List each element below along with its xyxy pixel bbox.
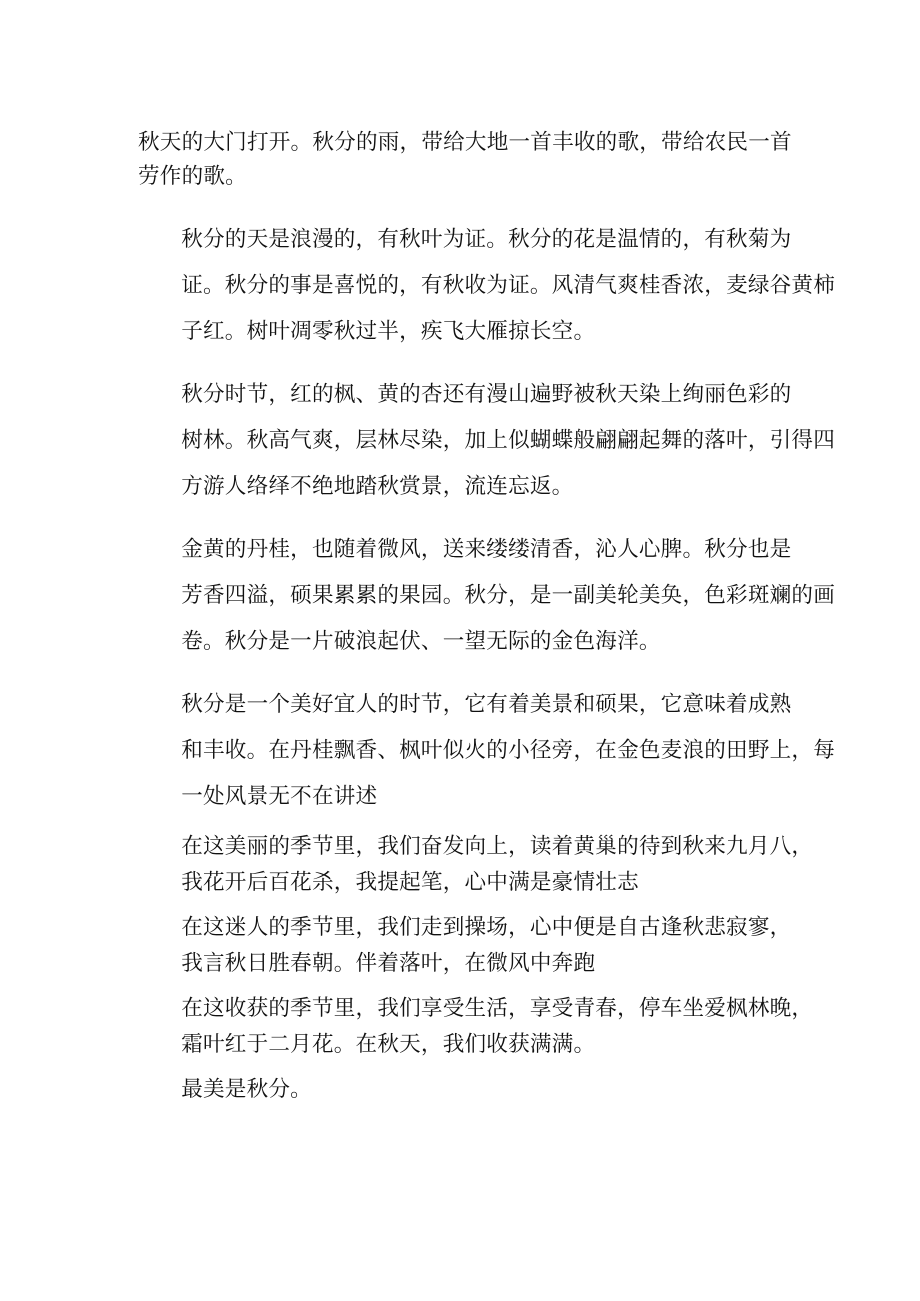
document-body [138, 126, 836, 1108]
text-line: 和丰收。在丹桂飘香、枫叶似火的小径旁，在金色麦浪的田野上，每 [181, 738, 836, 763]
text-line: 卷。秋分是一片破浪起伏、一望无际的金色海洋。 [181, 629, 661, 654]
paragraph [138, 991, 814, 1063]
text-line: 在这迷人的季节里，我们走到操场，心中便是自古逢秋悲寂寥， [181, 915, 792, 940]
text-line: 子红。树叶凋零秋过半，疾飞大雁掠长空。 [181, 319, 596, 344]
text-line: 在这收获的季节里，我们享受生活，享受青春，停车坐爱枫林晚， [181, 996, 814, 1021]
text-line: 霜叶红于二月花。在秋天，我们收获满满。 [181, 1032, 596, 1057]
text-line: 我言秋日胜春朝。伴着落叶，在微风中奔跑 [181, 951, 596, 976]
text-line: 秋分是一个美好宜人的时节，它有着美景和硕果，它意味着成熟 [181, 692, 792, 717]
text-line: 秋天的大门打开。秋分的雨，带给大地一首丰收的歌，带给农民一首 [138, 130, 792, 155]
text-line: 最美是秋分。 [181, 1077, 312, 1102]
paragraph [138, 126, 790, 194]
paragraph [138, 217, 836, 355]
paragraph [138, 1072, 790, 1108]
paragraph [138, 372, 836, 510]
text-line: 劳作的歌。 [138, 164, 247, 189]
text-line: 秋分的天是浪漫的，有秋叶为证。秋分的花是温情的，有秋菊为 [181, 227, 792, 252]
text-line: 我花开后百花杀，我提起笔，心中满是豪情壮志 [181, 870, 639, 895]
text-line: 树林。秋高气爽，层林尽染，加上似蝴蝶般翩翩起舞的落叶，引得四 [181, 428, 836, 453]
paragraph [138, 682, 836, 820]
text-line: 秋分时节，红的枫、黄的杏还有漫山遍野被秋天染上绚丽色彩的 [181, 382, 792, 407]
text-line: 芳香四溢，硕果累累的果园。秋分，是一副美轮美奂，色彩斑斓的画 [181, 583, 836, 608]
paragraph [138, 829, 814, 901]
text-line: 方游人络绎不绝地踏秋赏景，流连忘返。 [181, 474, 574, 499]
text-line: 金黄的丹桂，也随着微风，送来缕缕清香，沁人心脾。秋分也是 [181, 537, 792, 562]
text-line: 证。秋分的事是喜悦的，有秋收为证。风清气爽桂香浓，麦绿谷黄柿 [181, 273, 836, 298]
paragraph [138, 527, 836, 665]
paragraph [138, 910, 790, 982]
text-line: 一处风景无不在讲述 [181, 784, 378, 809]
text-line: 在这美丽的季节里，我们奋发向上，读着黄巢的待到秋来九月八， [181, 834, 814, 859]
